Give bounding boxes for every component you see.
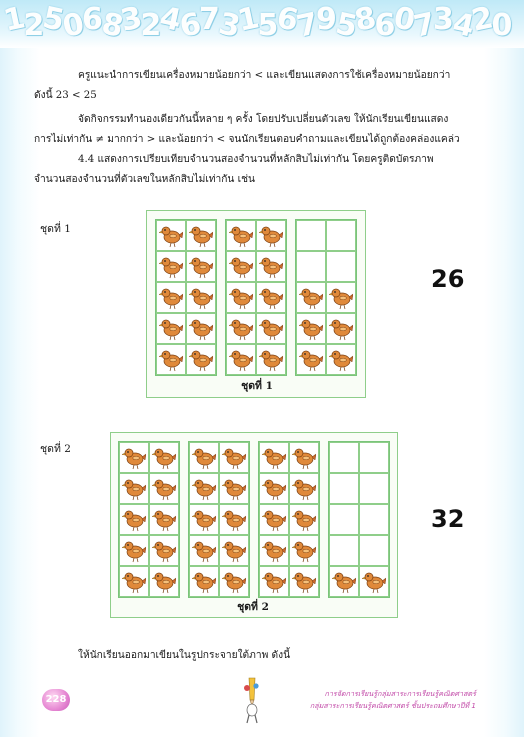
card-cell xyxy=(296,220,326,251)
card-cell xyxy=(326,313,356,344)
bird-icon xyxy=(189,285,213,310)
card-cell xyxy=(119,566,149,597)
card-cell xyxy=(259,535,289,566)
ones-card xyxy=(295,219,357,376)
bird-icon xyxy=(122,445,146,470)
bird-icon xyxy=(159,254,183,279)
card-cell xyxy=(289,504,319,535)
card-cell xyxy=(119,442,149,473)
card-cell xyxy=(119,535,149,566)
bird-icon xyxy=(229,347,253,372)
card-cell xyxy=(219,442,249,473)
card-cell xyxy=(296,251,326,282)
bird-icon xyxy=(229,316,253,341)
card-cell xyxy=(156,344,186,375)
bird-icon xyxy=(259,223,283,248)
set2-picture-cards xyxy=(110,432,398,618)
bird-icon xyxy=(299,316,323,341)
decorative-number-header xyxy=(0,0,524,48)
ten-card xyxy=(258,441,320,598)
card-cell xyxy=(219,473,249,504)
card-cell xyxy=(359,566,389,597)
card-cell xyxy=(259,504,289,535)
decor-digit: 6 xyxy=(374,8,396,43)
bird-icon xyxy=(259,285,283,310)
card-cell xyxy=(256,251,286,282)
bird-icon xyxy=(222,507,246,532)
set1-picture-cards xyxy=(146,210,366,398)
card-cell xyxy=(329,504,359,535)
card-cell xyxy=(189,473,219,504)
card-cell xyxy=(149,504,179,535)
decor-digit: 8 xyxy=(351,0,380,39)
decor-digit: 5 xyxy=(332,6,360,45)
card-cell xyxy=(226,251,256,282)
card-cell xyxy=(119,473,149,504)
text-line: ดังนี้ 23 < 25 xyxy=(34,90,97,101)
card-cell xyxy=(256,282,286,313)
bird-icon xyxy=(329,316,353,341)
decor-digit: 7 xyxy=(410,6,438,45)
decor-digit: 2 xyxy=(140,8,162,43)
bird-icon xyxy=(262,476,286,501)
text-line: จัดกิจกรรมทำนองเดียวกันนี้หลาย ๆ ครั้ง โดยปรับเปลี่ยนตัวเลข ให้นักเรียนเขียนแสดง xyxy=(78,114,449,125)
card-cell xyxy=(219,504,249,535)
card-cell xyxy=(226,344,256,375)
text-line: 4.4 แสดงการเปรียบเทียบจำนวนสองจำนวนที่หลักสิบไม่เท่ากัน โดยครูติดบัตรภาพ xyxy=(78,154,434,165)
card-cell xyxy=(289,442,319,473)
paragraph-less-than xyxy=(34,66,474,106)
decor-digit: 3 xyxy=(215,6,243,45)
card-cell xyxy=(186,344,216,375)
card-cell xyxy=(359,473,389,504)
card-cell xyxy=(186,220,216,251)
decor-digit: 0 xyxy=(491,8,513,43)
bird-icon xyxy=(192,538,216,563)
set2-caption: ชุดที่ 2 xyxy=(237,601,269,613)
bird-icon xyxy=(222,538,246,563)
card-cell xyxy=(289,566,319,597)
card-cell xyxy=(256,344,286,375)
bird-icon xyxy=(159,347,183,372)
card-cell xyxy=(226,313,256,344)
card-cell xyxy=(156,282,186,313)
text-line: การไม่เท่ากัน ≠ มากกว่า > และน้อยกว่า < จนนักเรียนตอบคำถามและเขียนได้ถูกต้องคล่องแคล่ว xyxy=(34,134,460,145)
bird-icon xyxy=(262,569,286,594)
card-cell xyxy=(296,313,326,344)
card-cell xyxy=(259,473,289,504)
set1-number: 26 xyxy=(431,265,465,293)
bird-icon xyxy=(292,569,316,594)
bird-icon xyxy=(292,507,316,532)
card-cell xyxy=(189,442,219,473)
ones-card xyxy=(328,441,390,598)
bird-icon xyxy=(152,476,176,501)
card-cell xyxy=(259,442,289,473)
decor-digit: 2 xyxy=(23,8,45,43)
decor-digit: 2 xyxy=(468,0,497,39)
bird-icon xyxy=(192,507,216,532)
card-cell xyxy=(259,566,289,597)
card-cell xyxy=(296,282,326,313)
bird-icon xyxy=(192,445,216,470)
card-cell xyxy=(189,566,219,597)
bird-icon xyxy=(329,285,353,310)
bird-icon xyxy=(189,347,213,372)
bird-icon xyxy=(292,445,316,470)
decor-digit: 8 xyxy=(98,6,126,45)
page-number-badge: 228 xyxy=(42,689,70,711)
bird-icon xyxy=(259,254,283,279)
text-line: ให้นักเรียนออกมาเขียนในรูปกระจายใต้ภาพ ดังนี้ xyxy=(78,650,291,661)
card-cell xyxy=(156,251,186,282)
pencil-mascot-icon xyxy=(236,676,266,724)
card-cell xyxy=(219,566,249,597)
bird-icon xyxy=(222,445,246,470)
bird-icon xyxy=(329,347,353,372)
bird-icon xyxy=(189,254,213,279)
bird-icon xyxy=(159,316,183,341)
card-cell xyxy=(329,566,359,597)
bird-icon xyxy=(262,538,286,563)
decor-digit: 3 xyxy=(117,0,146,39)
decor-digit: 6 xyxy=(82,2,103,37)
footer-book-title: การจัดการเรียนรู้กลุ่มสาระการเรียนรู้คณิตศาสตร์ xyxy=(324,689,476,698)
bird-icon xyxy=(189,223,213,248)
card-cell xyxy=(256,313,286,344)
card-cell xyxy=(296,344,326,375)
bird-icon xyxy=(292,476,316,501)
bird-icon xyxy=(152,445,176,470)
closing-instruction xyxy=(34,646,474,666)
bird-icon xyxy=(362,569,386,594)
bird-icon xyxy=(122,507,146,532)
ten-card xyxy=(155,219,217,376)
card-cell xyxy=(226,282,256,313)
set2-label: ชุดที่ 2 xyxy=(40,443,71,455)
card-cell xyxy=(156,313,186,344)
footer-book-subtitle: กลุ่มสาระการเรียนรู้คณิตศาสตร์ ชั้นประถมศึกษาปีที่ 1 xyxy=(309,701,476,710)
card-cell xyxy=(119,504,149,535)
decor-digit: 1 xyxy=(0,0,29,39)
card-cell xyxy=(329,535,359,566)
bird-icon xyxy=(222,569,246,594)
bird-icon xyxy=(259,316,283,341)
paragraph-practice xyxy=(34,110,474,150)
card-cell xyxy=(326,282,356,313)
bird-icon xyxy=(122,476,146,501)
decor-digit: 3 xyxy=(433,2,454,37)
bird-icon xyxy=(122,538,146,563)
bird-icon xyxy=(332,569,356,594)
bird-icon xyxy=(229,223,253,248)
decor-digit: 6 xyxy=(176,6,204,45)
set1-caption: ชุดที่ 1 xyxy=(241,380,273,392)
card-cell xyxy=(359,504,389,535)
bird-icon xyxy=(159,285,183,310)
card-cell xyxy=(219,535,249,566)
bird-icon xyxy=(189,316,213,341)
set1-label: ชุดที่ 1 xyxy=(40,223,71,235)
bird-icon xyxy=(262,507,286,532)
card-cell xyxy=(149,566,179,597)
text-line: ครูแนะนำการเขียนเครื่องหมายน้อยกว่า < และเขียนแสดงการใช้เครื่องหมายน้อยกว่า xyxy=(78,70,451,81)
bird-icon xyxy=(292,538,316,563)
card-cell xyxy=(189,535,219,566)
bird-icon xyxy=(122,569,146,594)
decor-digit: 7 xyxy=(199,2,220,37)
card-cell xyxy=(186,313,216,344)
bird-icon xyxy=(299,347,323,372)
decor-digit: 5 xyxy=(257,8,279,43)
ten-card xyxy=(188,441,250,598)
decor-digit: 9 xyxy=(316,2,337,37)
card-cell xyxy=(186,251,216,282)
bird-icon xyxy=(222,476,246,501)
bird-icon xyxy=(152,569,176,594)
decor-digit: 0 xyxy=(390,0,419,39)
decor-digit: 6 xyxy=(273,0,302,39)
card-cell xyxy=(149,442,179,473)
card-cell xyxy=(329,473,359,504)
card-cell xyxy=(186,282,216,313)
card-cell xyxy=(326,251,356,282)
bird-icon xyxy=(152,507,176,532)
card-cell xyxy=(156,220,186,251)
bird-icon xyxy=(299,285,323,310)
card-cell xyxy=(359,442,389,473)
card-cell xyxy=(329,442,359,473)
decor-digit: 1 xyxy=(234,0,263,39)
decor-digit: 0 xyxy=(59,6,87,45)
card-cell xyxy=(149,535,179,566)
card-cell xyxy=(359,535,389,566)
bird-icon xyxy=(159,223,183,248)
bird-icon xyxy=(229,254,253,279)
decor-digit: 5 xyxy=(39,0,68,39)
bird-icon xyxy=(229,285,253,310)
decor-digit: 7 xyxy=(293,6,321,45)
bird-icon xyxy=(262,445,286,470)
paragraph-comparison xyxy=(34,150,474,190)
bird-icon xyxy=(259,347,283,372)
ten-card xyxy=(118,441,180,598)
card-cell xyxy=(326,344,356,375)
bird-icon xyxy=(192,476,216,501)
bird-icon xyxy=(152,538,176,563)
card-cell xyxy=(149,473,179,504)
text-line: จำนวนสองจำนวนที่ตัวเลขในหลักสิบไม่เท่ากัน เช่น xyxy=(34,174,255,185)
card-cell xyxy=(289,535,319,566)
bird-icon xyxy=(192,569,216,594)
set2-number: 32 xyxy=(431,505,465,533)
card-cell xyxy=(326,220,356,251)
card-cell xyxy=(226,220,256,251)
ten-card xyxy=(225,219,287,376)
decor-digit: 4 xyxy=(156,0,185,39)
card-cell xyxy=(256,220,286,251)
decor-digit: 4 xyxy=(449,6,477,45)
card-cell xyxy=(289,473,319,504)
card-cell xyxy=(189,504,219,535)
